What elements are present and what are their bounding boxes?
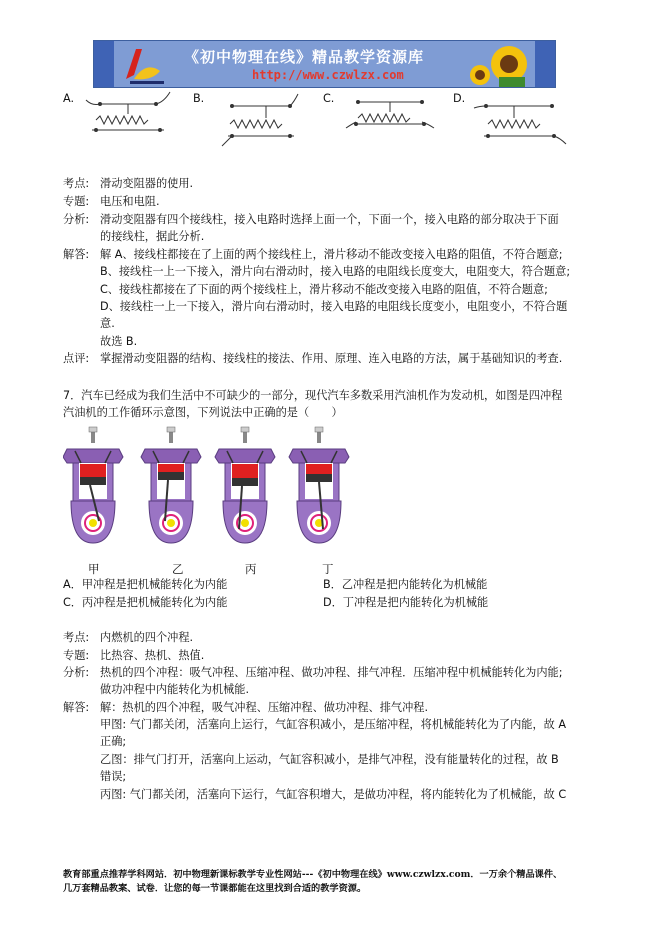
q7-fenxi-label: 分析:: [63, 666, 90, 679]
q7-option-d: D．丁冲程是把内能转化为机械能: [323, 596, 489, 609]
q6-fenxi-line1: 滑动变阻器有四个接线柱，接入电路时选择上面一个，下面一个，接入电路的部分取决于下面: [100, 213, 559, 226]
q6-zhuanti: 电压和电阻.: [100, 195, 160, 208]
q7-kaodian: 内燃机的四个冲程.: [100, 631, 194, 644]
footer-line1: 教育部重点推荐学科网站．初中物理新课标教学专业性网站---《初中物理在线》www.czwlzx.com．一万余个精品课件、: [63, 869, 563, 880]
q7-fenxi-line1: 热机的四个冲程：吸气冲程、压缩冲程、做功冲程、排气冲程．压缩冲程中机械能转化为内能;: [100, 666, 563, 679]
engine-label-yi: 乙: [172, 562, 184, 576]
banner-title: 《初中物理在线》精品教学资源库: [184, 48, 425, 66]
footer-line2: 几万套精品教案、试卷．让您的每一节课都能在这里找到合适的教学资源。: [63, 883, 367, 894]
q7-jieda-line1: 解：热机的四个冲程，吸气冲程、压缩冲程、做功冲程、排气冲程.: [100, 701, 428, 714]
q6-jieda-line1: 解 A、接线柱都接在了上面的两个接线柱上，滑片移动不能改变接入电路的阻值，不符合题意;: [100, 248, 563, 261]
q7-jieda-line4: 乙图：排气门打开，活塞向上运动，气缸容积减小，是排气冲程，没有能量转化的过程，故 B: [100, 753, 559, 766]
q6-jieda-line4: D、接线柱一上一下接入，滑片向右滑动时，接入电路的电阻线长度变小，电阻变小，不符合题: [100, 300, 568, 313]
q7-stem-line2: 汽油机的工作循环示意图，下列说法中正确的是（ ）: [63, 406, 343, 419]
q6-jieda-line3: C、接线柱都接在了下面的两个接线柱上，滑片移动不能改变接入电路的阻值，不符合题意;: [100, 283, 548, 296]
q7-option-b: B．乙冲程是把内能转化为机械能: [323, 578, 488, 591]
q7-option-c: C．丙冲程是把机械能转化为内能: [63, 596, 228, 609]
engine-label-ding: 丁: [322, 562, 334, 576]
q6-fenxi-line2: 的接线柱，据此分析.: [100, 230, 205, 243]
q6-jieda-line5: 意.: [100, 317, 115, 330]
q6-dianping: 掌握滑动变阻器的结构、接线柱的接法、作用、原理、连入电路的方法，属于基础知识的考查.: [100, 352, 563, 365]
banner-url[interactable]: http://www.czwlzx.com: [252, 68, 404, 82]
q6-fenxi-label: 分析:: [63, 213, 90, 226]
q7-option-a: A．甲冲程是把机械能转化为内能: [63, 578, 228, 591]
rheostat-diagram-d: [470, 88, 570, 150]
q7-stem-line1: 7．汽车已经成为我们生活中不可缺少的一部分，现代汽车多数采用汽油机作为发动机，如图是四冲程: [63, 389, 563, 402]
header-banner: [93, 40, 556, 88]
q7-zhuanti-label: 专题:: [63, 649, 90, 662]
q6-option-d-label: D.: [453, 92, 466, 105]
q7-jieda-line6: 丙图: 气门都关闭，活塞向下运行，气缸容积增大，是做功冲程，将内能转化为了机械能，故 C: [100, 788, 567, 801]
q6-option-a-label: A.: [63, 92, 75, 105]
q6-jieda-line2: B、接线柱一上一下接入，滑片向右滑动时，接入电路的电阻线长度变大，电阻变大，符合题意;: [100, 265, 571, 278]
rheostat-diagram-c: [340, 88, 440, 150]
engine-label-bing: 丙: [245, 562, 257, 576]
q6-zhuanti-label: 专题:: [63, 195, 90, 208]
q6-kaodian-label: 考点:: [63, 177, 90, 190]
q6-kaodian: 滑动变阻器的使用.: [100, 177, 194, 190]
rheostat-diagram-b: [210, 88, 310, 150]
engine-label-jia: 甲: [88, 562, 100, 576]
q7-kaodian-label: 考点:: [63, 631, 90, 644]
engine-cycle-diagram: [63, 425, 363, 560]
q6-jieda-line6: 故选 B.: [100, 335, 138, 348]
q7-jieda-line3: 正确;: [100, 735, 127, 748]
q6-option-b-label: B.: [193, 92, 205, 105]
q6-option-c-label: C.: [323, 92, 335, 105]
q7-zhuanti: 比热容、热机、热值.: [100, 649, 205, 662]
q7-jieda-line5: 错误;: [100, 770, 127, 783]
rheostat-diagram-a: [78, 88, 178, 150]
q6-dianping-label: 点评:: [63, 352, 90, 365]
q7-jieda-line2: 甲图: 气门都关闭，活塞向上运行，气缸容积减小，是压缩冲程，将机械能转化为了内能，故 A: [100, 718, 567, 731]
q7-fenxi-line2: 做功冲程中内能转化为机械能.: [100, 683, 249, 696]
q7-jieda-label: 解答:: [63, 701, 90, 714]
q6-jieda-label: 解答:: [63, 248, 90, 261]
